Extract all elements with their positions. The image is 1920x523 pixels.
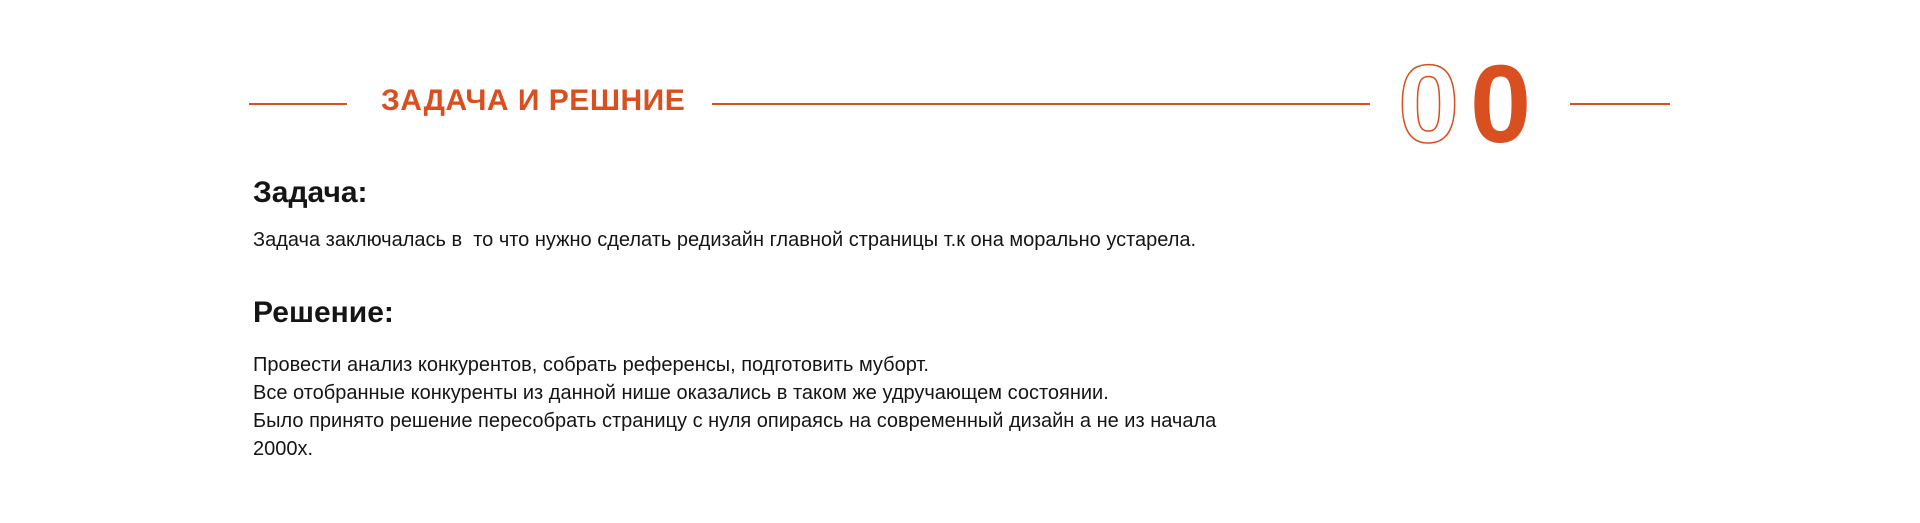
task-heading: Задача: (253, 176, 368, 209)
section-number (1396, 44, 1556, 164)
section-title: ЗАДАЧА И РЕШНИЕ (381, 84, 686, 117)
solution-heading: Решение: (253, 296, 394, 329)
task-paragraph: Задача заключалась в то что нужно сделать редизайн главной страницы т.к она морально устарела. (253, 229, 1197, 251)
header-divider-left (249, 103, 347, 105)
solution-line: Все отобранные конкуренты из данной нише оказались в таком же удручающем состоянии. (253, 382, 1109, 404)
section-number-solid-zero: 0 (1470, 43, 1532, 166)
section-number-outline-zero: 0 (1398, 43, 1460, 166)
solution-line: 2000х. (253, 438, 314, 460)
header-divider-middle (712, 103, 1370, 105)
header-divider-right (1570, 103, 1670, 105)
solution-paragraph (253, 351, 1216, 463)
solution-line: Провести анализ конкурентов, собрать референсы, подготовить муборт. (253, 354, 929, 376)
solution-line: Было принято решение пересобрать страницу с нуля опираясь на современный дизайн а не из начала (253, 410, 1217, 432)
